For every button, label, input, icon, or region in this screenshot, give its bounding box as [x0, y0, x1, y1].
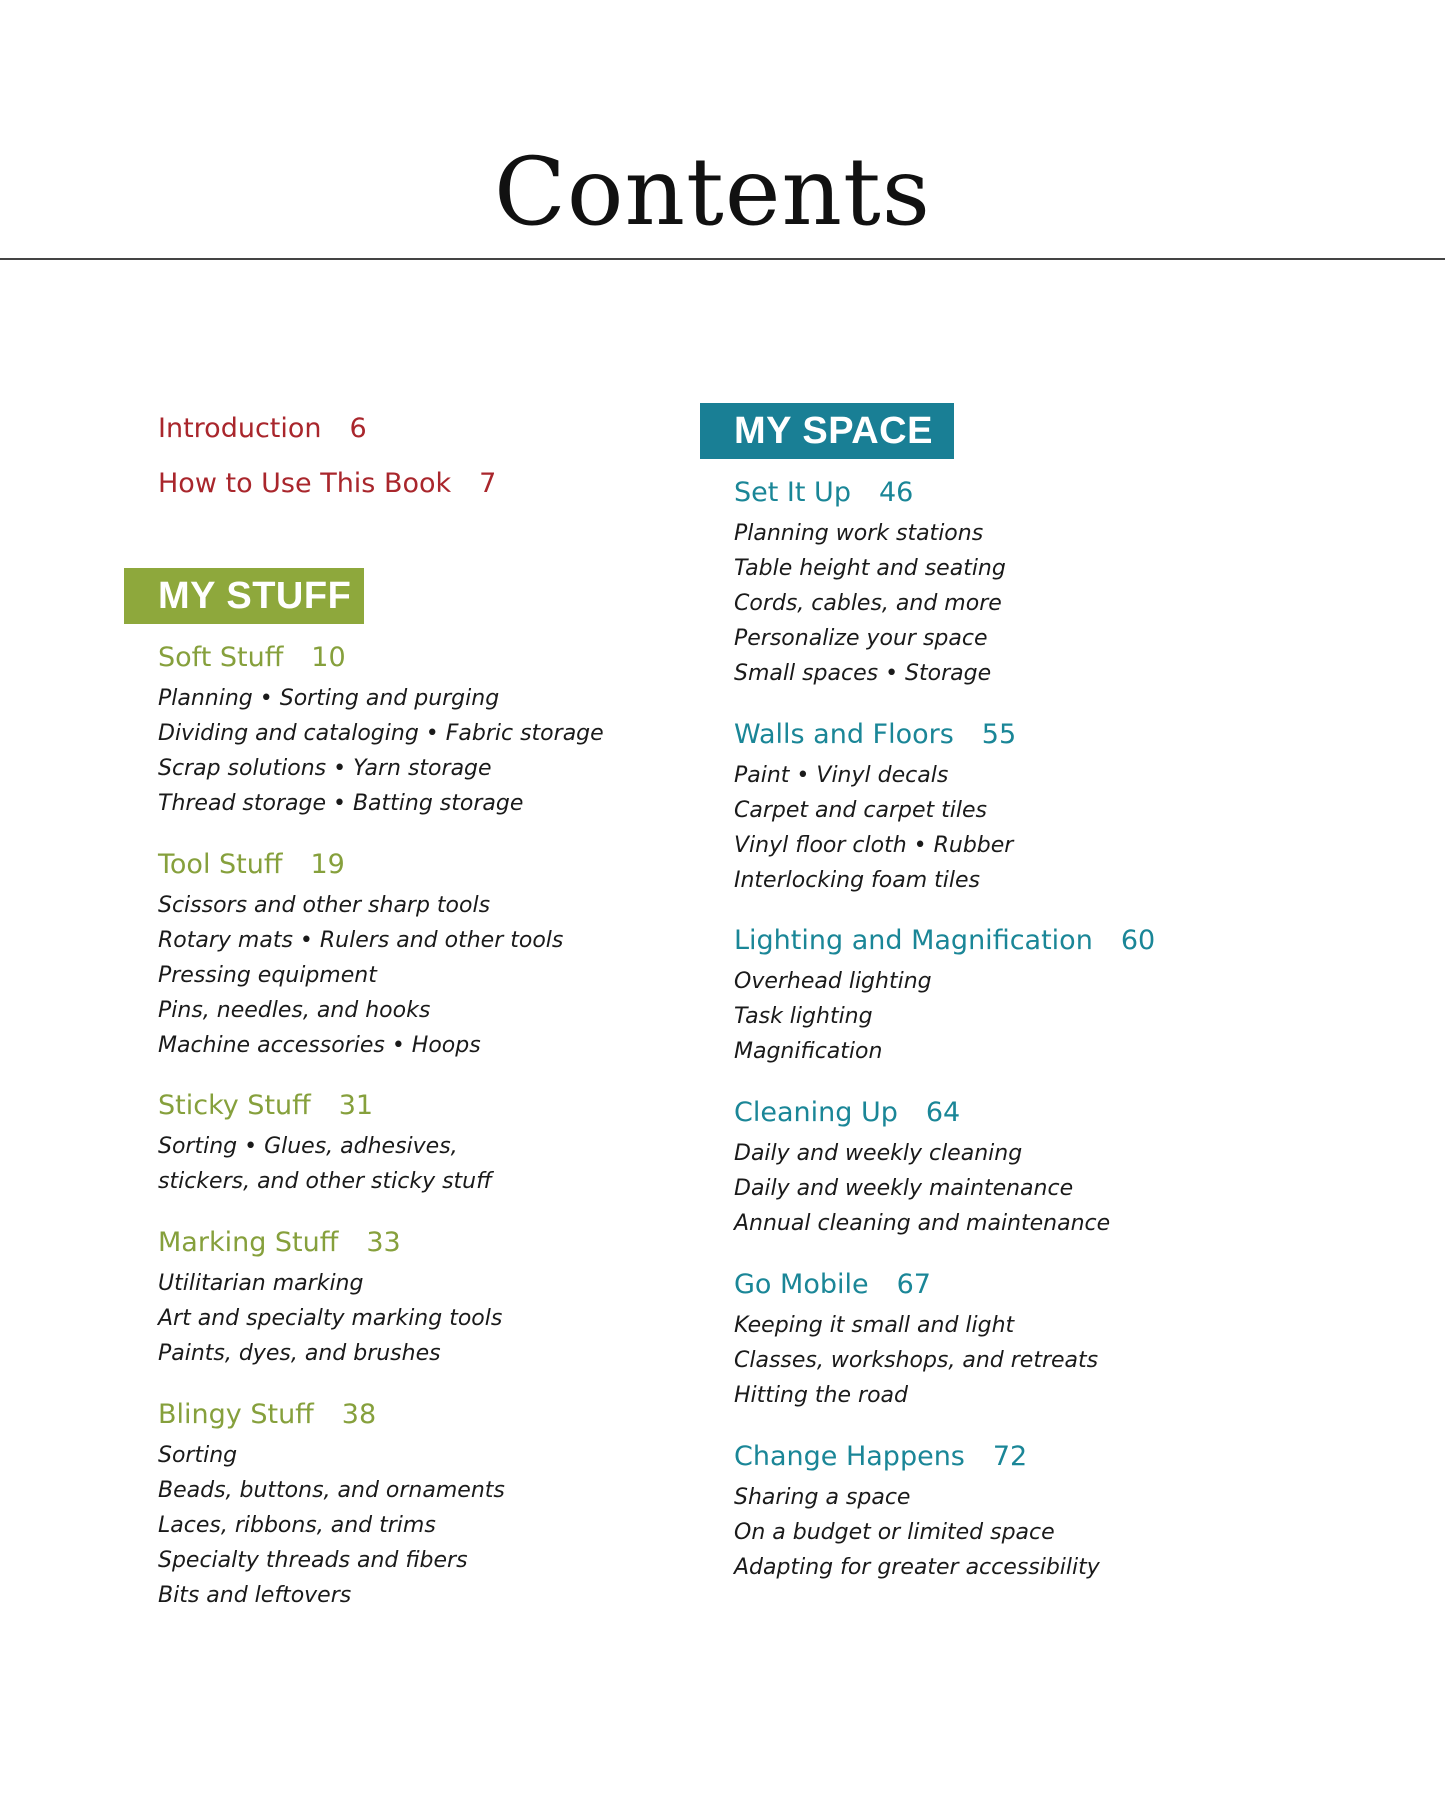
topic-item: Daily and weekly cleaning: [734, 1141, 1023, 1166]
topic-item: Personalize your space: [734, 626, 988, 651]
part-page: 9: [389, 575, 411, 617]
toc-section-soft-stuff: [158, 641, 604, 821]
section-heading[interactable]: [734, 1440, 1100, 1474]
section-heading[interactable]: [734, 1268, 1098, 1302]
topic-item: Pins, needles, and hooks: [158, 998, 431, 1023]
topic-item: Rotary mats • Rulers and other tools: [158, 928, 564, 953]
topic-item: Carpet and carpet tiles: [734, 798, 987, 823]
toc-section-sticky-stuff: [158, 1089, 492, 1199]
topic-item: Magnification: [734, 1039, 883, 1064]
part-label: MY SPACE: [734, 410, 933, 452]
toc-section-walls-and-floors: [734, 718, 1016, 898]
section-page: 38: [341, 1399, 377, 1430]
part-label: MY STUFF: [158, 575, 352, 617]
section-heading[interactable]: [158, 641, 604, 675]
section-heading[interactable]: [158, 1226, 502, 1260]
topic-item: Scrap solutions • Yarn storage: [158, 756, 492, 781]
topic-item: Thread storage • Batting storage: [158, 791, 524, 816]
part-banner-my-stuff[interactable]: [124, 568, 411, 624]
section-heading[interactable]: [734, 718, 1016, 752]
section-title: Tool Stuff: [158, 849, 283, 880]
topic-item: stickers, and other sticky stuff: [158, 1169, 493, 1194]
topic-item: Annual cleaning and maintenance: [734, 1211, 1111, 1236]
toc-section-lighting-and-magnification: [734, 924, 1155, 1069]
section-title: Lighting and Magnification: [734, 925, 1093, 956]
section-heading[interactable]: [158, 1089, 492, 1123]
section-page: 33: [366, 1227, 401, 1258]
topic-item: Small spaces • Storage: [734, 661, 992, 686]
part-page: 45: [970, 410, 1015, 452]
section-title: Soft Stuff: [158, 642, 284, 673]
section-title: Blingy Stuff: [158, 1399, 314, 1430]
topic-item: Sorting: [158, 1443, 238, 1468]
section-title: Sticky Stuff: [158, 1090, 311, 1121]
entry-label: Introduction: [158, 413, 322, 444]
section-page: 10: [311, 642, 346, 673]
section-title: Cleaning Up: [734, 1097, 898, 1128]
section-page: 64: [925, 1097, 961, 1128]
toc-section-cleaning-up: [734, 1096, 1110, 1241]
topic-item: Utilitarian marking: [158, 1271, 364, 1296]
title-divider: [0, 258, 1445, 260]
section-page: 19: [310, 849, 345, 880]
topic-item: Paint • Vinyl decals: [734, 763, 949, 788]
topic-item: Scissors and other sharp tools: [158, 893, 491, 918]
toc-section-tool-stuff: [158, 848, 563, 1063]
entry-page: 7: [479, 468, 497, 499]
part-banner-my-space[interactable]: [700, 403, 1015, 459]
section-title: Set It Up: [734, 477, 851, 508]
topic-item: Specialty threads and fibers: [158, 1548, 468, 1573]
section-heading[interactable]: [158, 848, 563, 882]
topic-item: Pressing equipment: [158, 963, 377, 988]
topic-item: Planning • Sorting and purging: [158, 686, 500, 711]
section-heading[interactable]: [734, 924, 1155, 958]
topic-item: Beads, buttons, and ornaments: [158, 1478, 505, 1503]
topic-item: Laces, ribbons, and trims: [158, 1513, 436, 1538]
section-title: Go Mobile: [734, 1269, 869, 1300]
section-heading[interactable]: [158, 1398, 505, 1432]
topic-item: Sorting • Glues, adhesives,: [158, 1134, 458, 1159]
topic-item: On a budget or limited space: [734, 1520, 1055, 1545]
topic-item: Keeping it small and light: [734, 1313, 1015, 1338]
topic-item: Planning work stations: [734, 521, 984, 546]
topic-item: Overhead lighting: [734, 969, 932, 994]
page-title: Contents: [493, 138, 931, 247]
toc-section-set-it-up: [734, 476, 1006, 691]
topic-item: Cords, cables, and more: [734, 591, 1002, 616]
section-title: Change Happens: [734, 1441, 965, 1472]
section-page: 31: [338, 1090, 374, 1121]
topic-item: Sharing a space: [734, 1485, 911, 1510]
toc-section-change-happens: [734, 1440, 1100, 1585]
section-heading[interactable]: [734, 1096, 1110, 1130]
toc-section-marking-stuff: [158, 1226, 502, 1371]
topic-item: Classes, workshops, and retreats: [734, 1348, 1099, 1373]
topic-item: Table height and seating: [734, 556, 1006, 581]
topic-item: Daily and weekly maintenance: [734, 1176, 1074, 1201]
topic-item: Machine accessories • Hoops: [158, 1033, 481, 1058]
topic-item: Hitting the road: [734, 1383, 908, 1408]
entry-page: 6: [349, 413, 367, 444]
section-page: 72: [992, 1441, 1028, 1472]
section-page: 60: [1120, 925, 1156, 956]
section-page: 55: [981, 719, 1017, 750]
toc-section-blingy-stuff: [158, 1398, 505, 1613]
entry-label: How to Use This Book: [158, 468, 452, 499]
toc-section-go-mobile: [734, 1268, 1098, 1413]
section-page: 46: [878, 477, 914, 508]
toc-entry-introduction[interactable]: [158, 413, 367, 445]
topic-item: Paints, dyes, and brushes: [158, 1341, 441, 1366]
section-heading[interactable]: [734, 476, 1006, 510]
topic-item: Dividing and cataloging • Fabric storage: [158, 721, 604, 746]
section-title: Marking Stuff: [158, 1227, 339, 1258]
topic-item: Bits and leftovers: [158, 1583, 352, 1608]
section-page: 67: [896, 1269, 931, 1300]
topic-item: Task lighting: [734, 1004, 873, 1029]
topic-item: Adapting for greater accessibility: [734, 1555, 1100, 1580]
topic-item: Vinyl floor cloth • Rubber: [734, 833, 1014, 858]
section-title: Walls and Floors: [734, 719, 954, 750]
toc-entry-how-to-use[interactable]: [158, 468, 496, 500]
topic-item: Art and specialty marking tools: [158, 1306, 503, 1331]
topic-item: Interlocking foam tiles: [734, 868, 981, 893]
